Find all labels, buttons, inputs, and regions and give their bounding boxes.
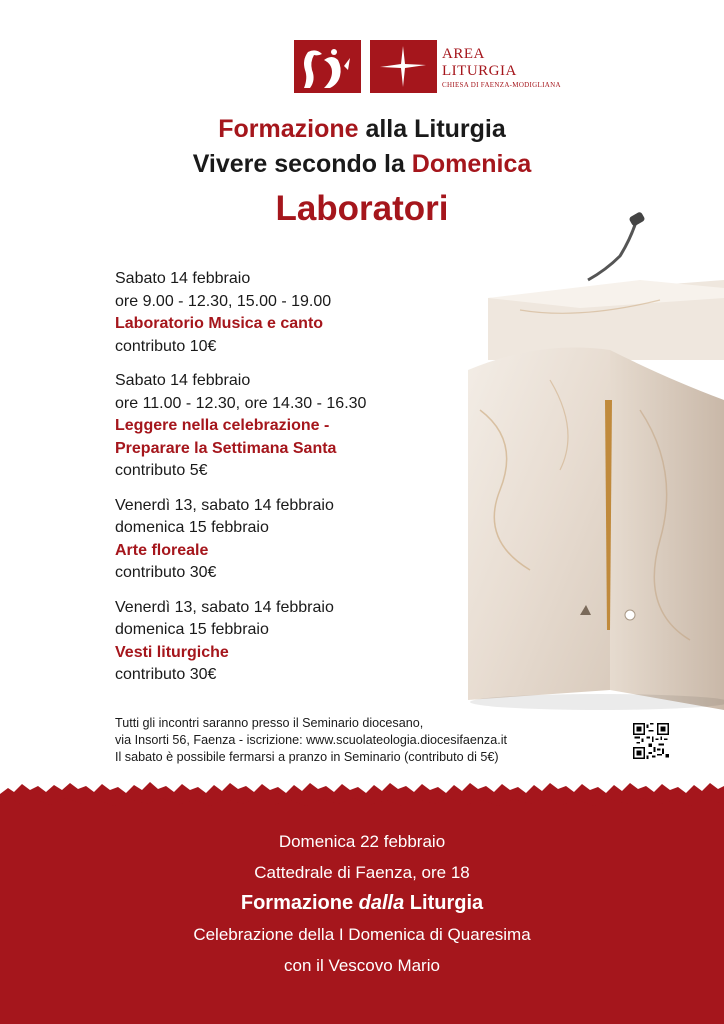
event-date: Sabato 14 febbraio xyxy=(115,270,251,287)
info-line-1: Tutti gli incontri saranno presso il Seminario diocesano, xyxy=(115,716,424,730)
event-title-line-2: Preparare la Settimana Santa xyxy=(115,439,337,457)
event-date: Venerdì 13, sabato 14 febbraio xyxy=(115,496,334,514)
event-arte-floreale xyxy=(115,495,535,585)
event-time: domenica 15 febbraio xyxy=(115,621,269,638)
heading-line-1 xyxy=(0,115,724,144)
bottom-title-dalla: dalla xyxy=(358,892,405,914)
qr-code-icon[interactable] xyxy=(633,723,669,759)
logo-text xyxy=(442,46,642,90)
heading-alla-liturgia: alla Liturgia xyxy=(358,115,506,143)
bottom-celebration: Celebrazione della I Domenica di Quaresima xyxy=(193,925,531,944)
bottom-date: Domenica 22 febbraio xyxy=(278,832,446,851)
event-time: ore 11.00 - 12.30, ore 14.30 - 16.30 xyxy=(115,394,367,412)
bottom-place: Cattedrale di Faenza, ore 18 xyxy=(254,863,470,882)
heading-line-2 xyxy=(0,150,724,179)
heading-formazione: Formazione xyxy=(218,115,359,143)
event-leggere xyxy=(115,370,535,483)
event-title: Vesti liturgiche xyxy=(115,643,229,661)
event-vesti-liturgiche xyxy=(115,597,535,687)
bottom-title xyxy=(0,888,724,919)
praying-hands-icon xyxy=(294,40,361,93)
logo-diocese: CHIESA DI FAENZA-MODIGLIANA xyxy=(442,81,561,89)
event-fee: contributo 30€ xyxy=(115,666,217,683)
logo-liturgia: LITURGIA xyxy=(442,63,517,79)
heading-domenica: Domenica xyxy=(411,150,532,178)
bottom-title-c: Liturgia xyxy=(404,892,484,914)
event-title: Laboratorio Musica e canto xyxy=(115,315,324,332)
heading-vivere: Vivere secondo la xyxy=(192,150,412,178)
event-fee: contributo 10€ xyxy=(115,337,217,355)
logo-area: AREA xyxy=(442,46,485,62)
info-block xyxy=(115,715,625,766)
bottom-event xyxy=(0,826,724,981)
cross-icon xyxy=(370,40,437,93)
event-date: Venerdì 13, sabato 14 febbraio xyxy=(115,598,334,616)
event-date: Sabato 14 febbraio xyxy=(115,372,251,389)
event-time: domenica 15 febbraio xyxy=(115,519,269,536)
events-list xyxy=(115,268,535,699)
event-title: Leggere nella celebrazione - xyxy=(115,417,330,434)
bottom-title-a: Formazione xyxy=(240,892,359,914)
event-fee: contributo 30€ xyxy=(115,564,217,581)
event-musica-canto xyxy=(115,268,535,358)
event-time: ore 9.00 - 12.30, 15.00 - 19.00 xyxy=(115,292,332,310)
info-line-2: via Insorti 56, Faenza - iscrizione: www.scuolateologia.diocesifaenza.it xyxy=(115,733,507,747)
page-title: Laboratori xyxy=(275,189,449,228)
event-title: Arte floreale xyxy=(115,541,209,559)
bottom-bishop: con il Vescovo Mario xyxy=(284,956,440,975)
info-line-3: Il sabato è possibile fermarsi a pranzo in Seminario (contributo di 5€) xyxy=(115,750,499,764)
event-fee: contributo 5€ xyxy=(115,462,208,479)
